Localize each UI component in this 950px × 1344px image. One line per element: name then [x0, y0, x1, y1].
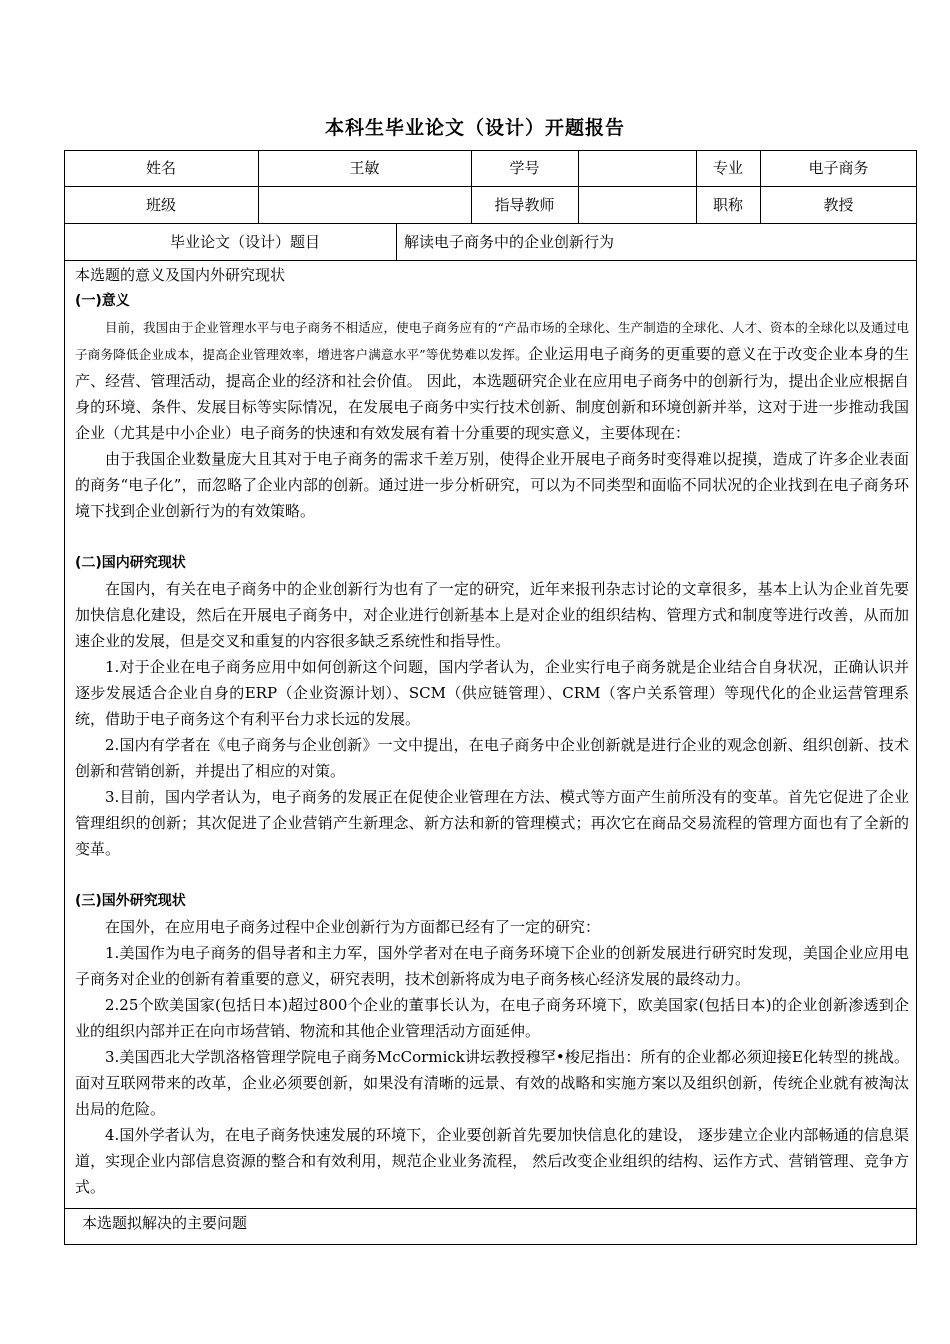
topic-value: 解读电子商务中的企业创新行为	[404, 233, 615, 251]
foreign-research-heading: (三)国外研究现状	[75, 893, 186, 909]
foreign-research-paragraph: 2.25个欧美国家(包括日本)超过800个企业的董事长认为，在电子商务环境下，欧美国家(包括日本)的企业创新渗透到企业的组织内部并正在向市场营销、物流和其他企业管理活动方面延伸。	[75, 996, 909, 1040]
domestic-research-paragraph: 3.目前，国内学者认为，电子商务的发展正在促使企业管理在方法、模式等方面产生前所没有的变革。首先它促进了企业管理组织的创新；其次促进了企业营销产生新理念、新方法和新的管理模式；再次它在商品交易流程的管理方面也有了全新的变革。	[75, 788, 909, 858]
foreign-research-paragraph: 4.国外学者认为，在电子商务快速发展的环境下，企业要创新首先要加快信息化的建设， 逐步建立企业内部畅通的信息渠道，实现企业内部信息资源的整合和有效利用，规范企业业务流程， 然后改变企业组织的结构、运作方式、营销管理、竞争方式。	[75, 1126, 909, 1196]
name-label: 姓名	[145, 159, 176, 177]
section-heading: 本选题的意义及国内外研究现状	[75, 266, 286, 284]
research-section	[75, 262, 909, 1200]
significance-paragraph: 由于我国企业数量庞大且其对于电子商务的需求千差万别，使得企业开展电子商务时变得难以捉摸，造成了许多企业表面的商务“电子化”，而忽略了企业内部的创新。通过进一步分析研究，可以为不同类型和面临不同状况的企业找到在电子商务环境下找到企业创新行为的有效策略。	[75, 450, 909, 520]
foreign-research-paragraph: 3.美国西北大学凯洛格管理学院电子商务McCormick讲坛教授穆罕•梭尼指出：所有的企业都必须迎接E化转型的挑战。面对互联网带来的改革，企业必须要创新，如果没有清晰的远景、有效的战略和实施方案以及组织创新，传统企业就有被淘汰出局的危险。	[75, 1048, 909, 1118]
significance-paragraph	[75, 314, 909, 446]
domestic-research-paragraph: 1.对于企业在电子商务应用中如何创新这个问题，国内学者认为，企业实行电子商务就是企业结合自身状况，正确认识并逐步发展适合企业自身的ERP（企业资源计划）、SCM（供应链管理）、CRM（客户关系管理）等现代化的企业运营管理系统，借助于电子商务这个有利平台力求长远的发展。	[75, 658, 909, 728]
topic-label: 毕业论文（设计）题目	[169, 233, 320, 251]
student-id-label: 学号	[509, 159, 540, 177]
name-value: 王敏	[349, 159, 380, 177]
row-divider	[64, 1208, 917, 1209]
class-label: 班级	[145, 196, 176, 214]
page-title: 本科生毕业论文（设计）开题报告	[324, 117, 625, 139]
row-divider	[64, 260, 917, 261]
domestic-research-paragraph: 在国内，有关在电子商务中的企业创新行为也有了一定的研究，近年来报刊杂志讨论的文章很多，基本上认为企业首先要加快信息化建设，然后在开展电子商务中，对企业进行创新基本上是对企业的组织结构、管理方式和制度等进行改善，从而加速企业的发展，但是交叉和重复的内容很多缺乏系统性和指导性。	[75, 580, 909, 650]
col-divider	[396, 223, 397, 260]
next-section-heading: 本选题拟解决的主要问题	[82, 1214, 248, 1232]
significance-paragraph-part: 企业运用电子商务的更重要的意义在于改变企业本身的生产、经营、管理活动，提高企业的经济和社会价值。 因此，本选题研究企业在应用电子商务中的创新行为，提出企业应根据自身的环境、条件、发展目标等实际情况，在发展电子商务中实行技术创新、制度创新和环境创新并举，这对于进一步推动我国企业（尤其是中小企业）电子商务的快速和有效发展有着十分重要的现实意义，主要体现在：	[75, 345, 909, 442]
foreign-research-paragraph: 在国外，在应用电子商务过程中企业创新行为方面都已经有了一定的研究：	[105, 918, 601, 936]
col-divider	[578, 150, 579, 223]
major-value: 电子商务	[808, 159, 869, 177]
foreign-research-paragraph: 1.美国作为电子商务的倡导者和主力军，国外学者对在电子商务环境下企业的创新发展进行研究时发现，美国企业应用电子商务对企业的创新有着重要的意义，研究表明，技术创新将成为电子商务核心经济发展的最终动力。	[75, 944, 909, 988]
rank-label: 职称	[712, 196, 743, 214]
rank-value: 教授	[823, 196, 854, 214]
domestic-research-heading: (二)国内研究现状	[75, 555, 186, 571]
significance-heading: (一)意义	[75, 293, 130, 309]
domestic-research-paragraph: 2.国内有学者在《电子商务与企业创新》一文中提出，在电子商务中企业创新就是进行企业的观念创新、组织创新、技术创新和营销创新，并提出了相应的对策。	[75, 736, 909, 780]
major-label: 专业	[712, 159, 743, 177]
significance-paragraph-part: 目前，我国由于企业管理水平与电子商务不相适应，使电子商务应有的“产品市场的全球化、生产制造的全球化、人才、资本的全球化以及通过电子商务降低企业成本，提高企业管理效率，增进客户满意水平”等优势难以发挥。	[75, 320, 909, 362]
advisor-label: 指导教师	[494, 196, 555, 214]
